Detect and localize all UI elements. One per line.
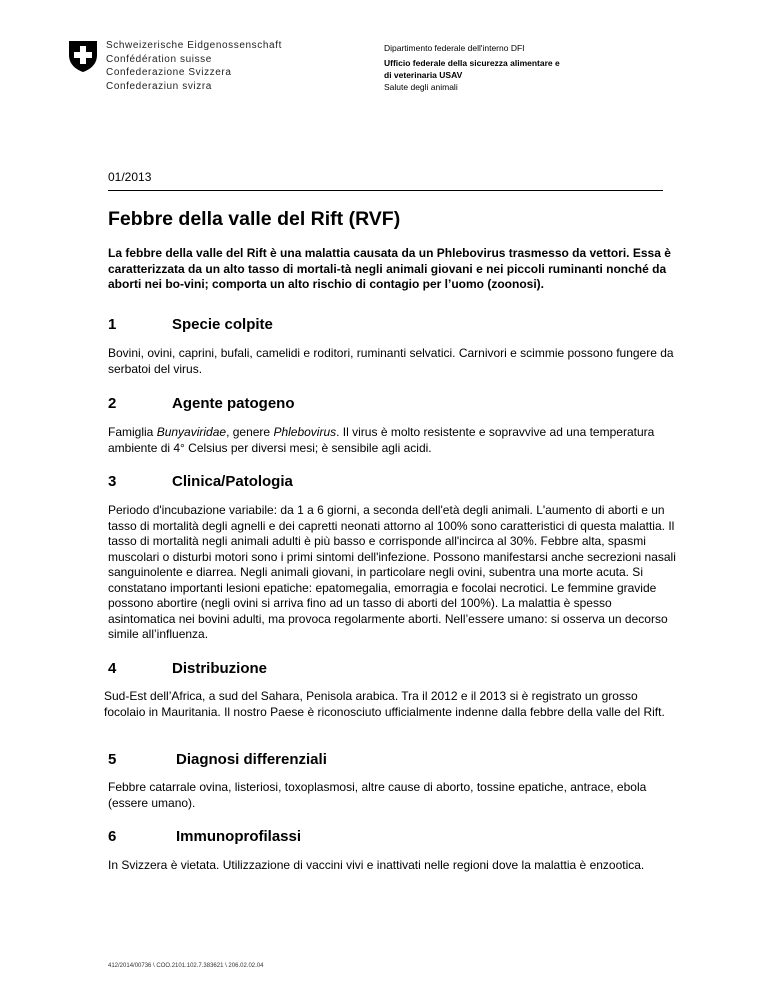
confederation-fr: Confédération suisse <box>106 53 212 65</box>
section-2-text-part: , genere <box>226 425 274 439</box>
section-4-number: 4 <box>108 660 117 677</box>
section-4-title: Distribuzione <box>172 660 268 677</box>
section-3-number: 3 <box>108 473 117 490</box>
section-2-genus-name: Phlebovirus <box>273 425 337 439</box>
confederation-rm: Confederaziun svizra <box>106 80 212 92</box>
swiss-coat-of-arms-logo <box>68 40 98 73</box>
section-2-number: 2 <box>108 395 117 412</box>
section-5-text: Febbre catarrale ovina, listeriosi, toxoplasmosi, altre cause di aborto, tossine epatiche, antrace, ebola (essere umano). <box>108 780 647 810</box>
department-name: Dipartimento federale dell'interno DFI <box>384 43 525 53</box>
confederation-it: Confederazione Svizzera <box>106 67 232 78</box>
document-title: Febbre della valle del Rift (RVF) <box>108 208 401 230</box>
section-2-title: Agente patogeno <box>172 395 295 412</box>
section-5-number: 5 <box>108 751 117 768</box>
section-1-title: Specie colpite <box>172 316 273 333</box>
office-name-line1: Ufficio federale della sicurezza alimentare e <box>384 58 560 68</box>
section-4-text: Sud-Est dell’Africa, a sud del Sahara, Penisola arabica. Tra il 2012 e il 2013 si è registrato un grosso focolaio in Mauritania. Il nostro Paese è riconosciuto ufficialmente indenne dalla febbre della valle del Rift. <box>104 689 665 719</box>
section-2-text-part: . Il virus è molto resistente e sopravvive ad una temperatura ambiente di 4° Celsius per diversi mesi; è sensibile agli acidi. <box>108 425 655 455</box>
section-2-text-part: Famiglia <box>108 425 157 439</box>
header-divider <box>108 190 663 191</box>
section-6-text: In Svizzera è vietata. Utilizzazione di vaccini vivi e inattivati nelle regioni dove la malattia è enzootica. <box>108 858 645 872</box>
section-3-title: Clinica/Patologia <box>172 473 293 490</box>
intro-paragraph: La febbre della valle del Rift è una malattia causata da un Phlebovirus trasmesso da vettori. Essa è caratterizzata da un alto tasso di mortali-tà negli animali giovani e nei piccoli ruminanti nonché da aborti nei bo-vini; comporta un alto rischio di contagio per l’uomo (zoonosi). <box>108 246 671 291</box>
office-name-line2: di veterinaria USAV <box>384 70 463 80</box>
section-2-text <box>108 425 678 456</box>
department-block <box>384 42 560 93</box>
confederation-de: Schweizerische Eidgenossenschaft <box>106 40 282 51</box>
document-reference-footer: 412/2014/00736 \ COO.2101.102.7.383621 \ 206.02.02.04 <box>108 963 264 969</box>
section-1-number: 1 <box>108 316 117 333</box>
unit-name: Salute degli animali <box>384 82 458 92</box>
section-3-text: Periodo d'incubazione variabile: da 1 a 6 giorni, a seconda dell'età degli animali. L'aumento di aborti e un tasso di mortalità degli agnelli e dei capretti neonati attorno al 100% sono caratteristici di questa malattia. Il tasso di mortalità negli animali adulti è più basso e corrisponde all'incirca al 30%. Febbre alta, spasmi muscolari o disturbi motori sono i primi sintomi dell'infezione. Possono manifestarsi anche secrezioni nasali sanguinolente e diarrea. Negli animali giovani, in particolare negli ovini, subentra una morte acuta. Si constatano importanti lesioni epatiche: epatomegalia, emorragia e focolai necrotici. Le femmine gravide possono abortire (negli ovini si arriva fino ad un tasso di aborti del 100%). La malattia è spesso asintomatica nei bovini adulti, ma provoca regolarmente aborti. Nell’essere umano: si osserva un decorso simile all’influenza. <box>108 503 676 641</box>
section-1-text: Bovini, ovini, caprini, bufali, camelidi e roditori, ruminanti selvatici. Carnivori e scimmie possono fungere da serbatoi del virus. <box>108 346 674 376</box>
document-date: 01/2013 <box>108 170 152 184</box>
section-6-title: Immunoprofilassi <box>176 828 302 845</box>
section-2-family-name: Bunyaviridae <box>156 425 227 439</box>
section-5-title: Diagnosi differenziali <box>176 751 327 768</box>
section-6-number: 6 <box>108 828 117 845</box>
confederation-names <box>106 39 282 93</box>
